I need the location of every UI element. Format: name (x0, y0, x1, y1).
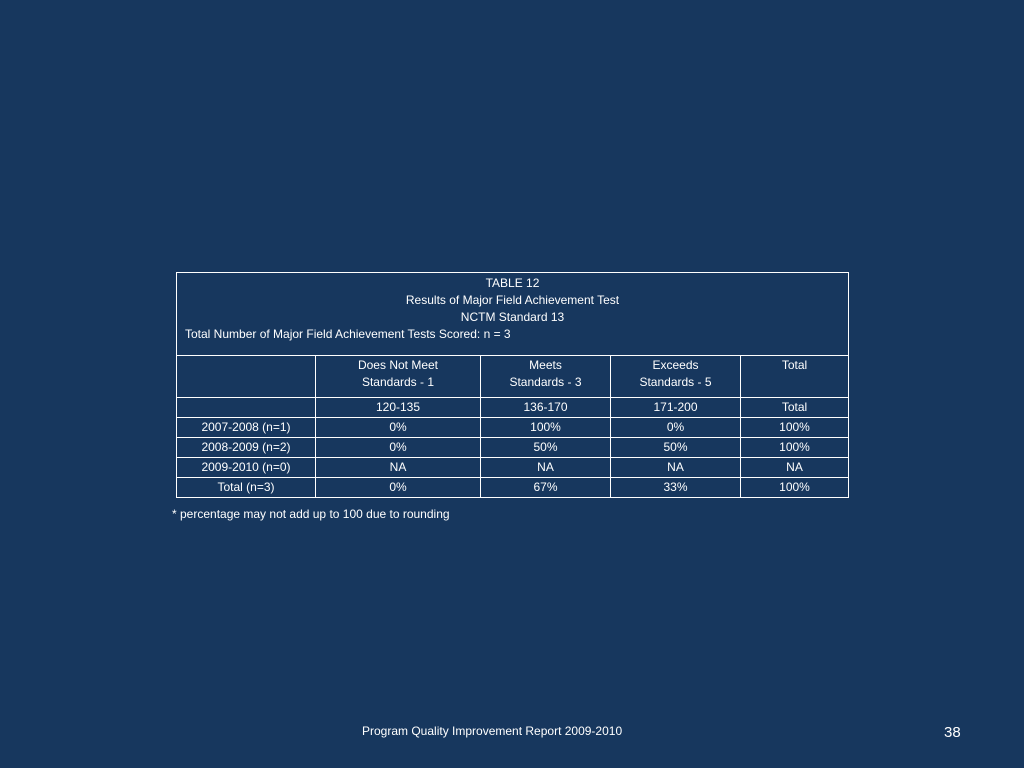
table-cell: 100% (481, 418, 611, 438)
table-title: TABLE 12 (485, 276, 540, 290)
table-title-cell (177, 273, 849, 356)
range-cell: 120-135 (316, 398, 481, 418)
table-cell: 0% (316, 478, 481, 498)
header-exceeds (611, 356, 741, 398)
header-line-2: Standards - 1 (361, 375, 435, 389)
table-row (177, 438, 849, 458)
table-cell: 100% (741, 418, 849, 438)
table-standard: NCTM Standard 13 (460, 310, 565, 324)
footer-title: Program Quality Improvement Report 2009-2010 (362, 724, 623, 738)
row-label: 2007-2008 (n=1) (177, 418, 316, 438)
header-total (741, 356, 849, 398)
row-label: 2008-2009 (n=2) (177, 438, 316, 458)
row-label: 2009-2010 (n=0) (177, 458, 316, 478)
table-cell: 0% (611, 418, 741, 438)
header-empty-cell (177, 356, 316, 398)
table-row (177, 478, 849, 498)
header-does-not-meet (316, 356, 481, 398)
page-number: 38 (944, 724, 961, 741)
table-row (177, 418, 849, 438)
footnote: * percentage may not add up to 100 due to rounding (172, 507, 450, 521)
table-subtitle: Total Number of Major Field Achievement Tests Scored: n = 3 (185, 327, 511, 341)
results-table (176, 272, 849, 498)
range-cell: 136-170 (481, 398, 611, 418)
header-line-2: Standards - 3 (509, 375, 582, 389)
table-title-row (177, 273, 849, 356)
table-cell: NA (316, 458, 481, 478)
range-cell: Total (741, 398, 849, 418)
header-line-1: Exceeds (652, 358, 699, 372)
table-cell: NA (481, 458, 611, 478)
range-empty-cell (177, 398, 316, 418)
range-cell: 171-200 (611, 398, 741, 418)
table-cell: 100% (741, 438, 849, 458)
table-cell: 33% (611, 478, 741, 498)
row-label: Total (n=3) (177, 478, 316, 498)
column-header-row (177, 356, 849, 398)
header-line-1: Does Not Meet (357, 358, 439, 372)
table-cell: 0% (316, 418, 481, 438)
header-line-1: Total (781, 358, 808, 372)
table-cell: 0% (316, 438, 481, 458)
table-cell: NA (741, 458, 849, 478)
table-cell: 67% (481, 478, 611, 498)
table-cell: NA (611, 458, 741, 478)
header-meets (481, 356, 611, 398)
score-range-row (177, 398, 849, 418)
table-cell: 50% (481, 438, 611, 458)
table-cell: 50% (611, 438, 741, 458)
header-line-1: Meets (529, 358, 562, 372)
table-row (177, 458, 849, 478)
header-line-2: Standards - 5 (639, 375, 712, 389)
table-description: Results of Major Field Achievement Test (405, 293, 620, 307)
table-cell: 100% (741, 478, 849, 498)
